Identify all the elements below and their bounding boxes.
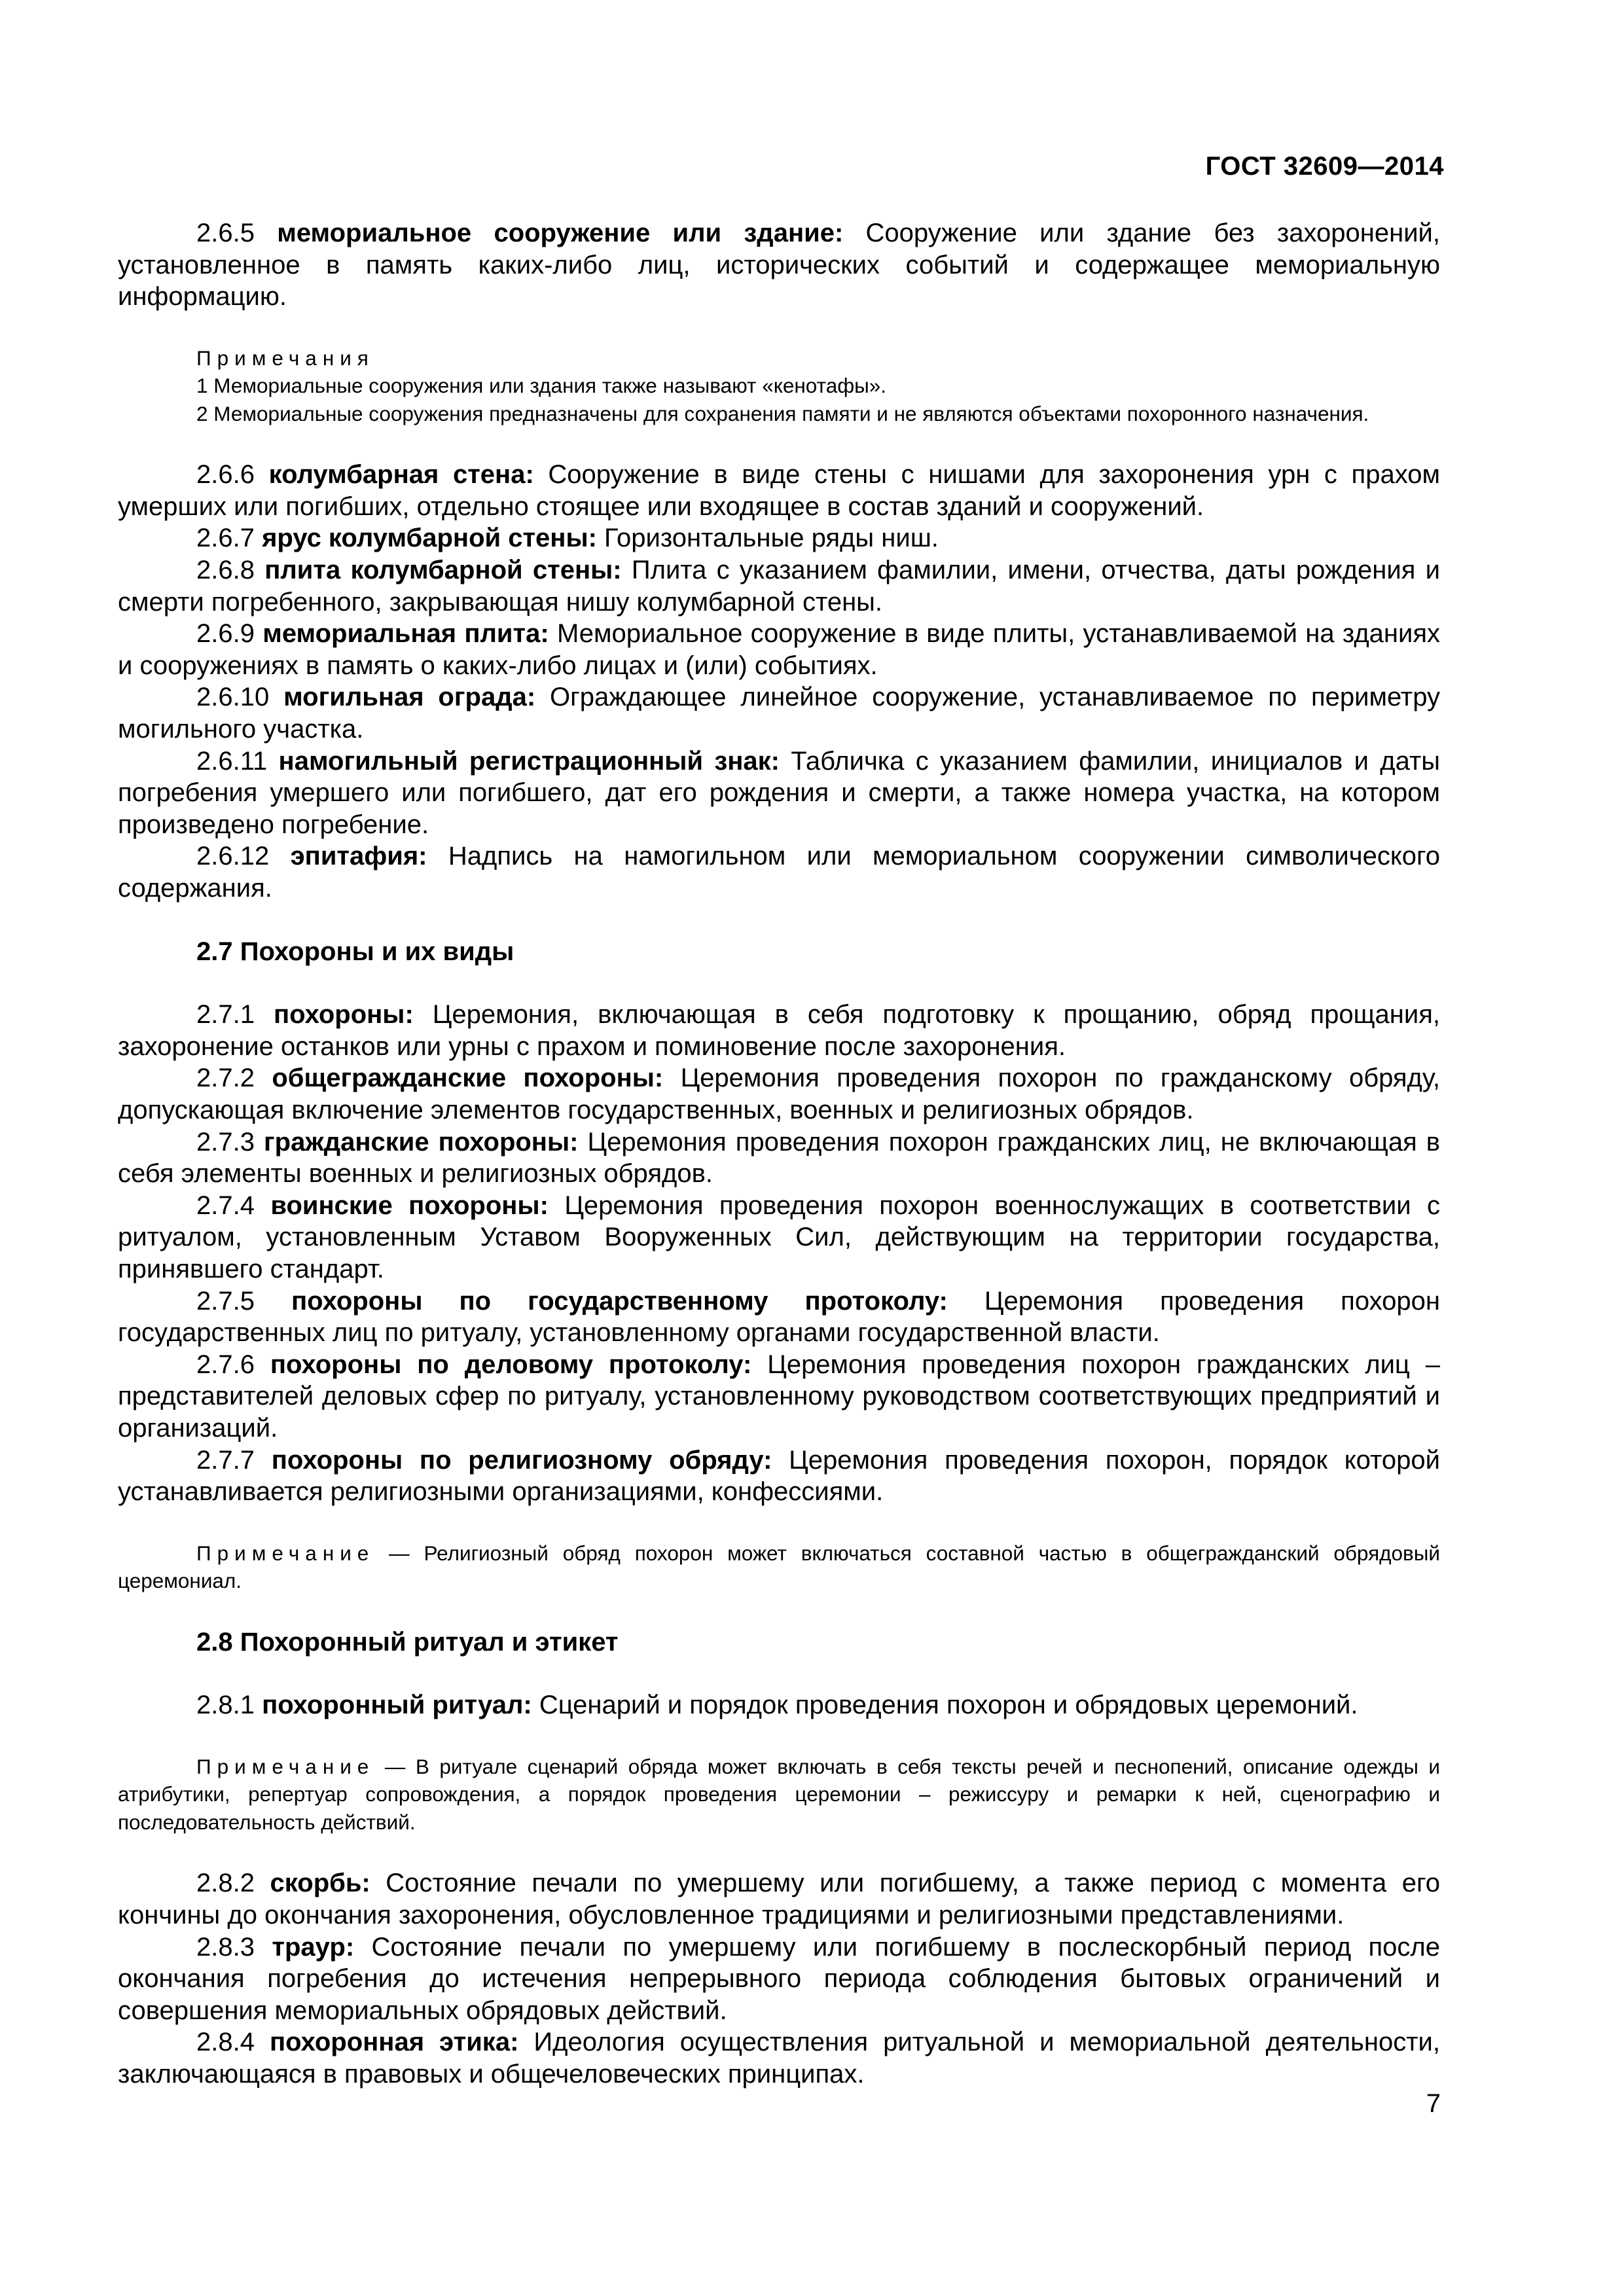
- term-name: общегражданские похороны:: [272, 1064, 664, 1093]
- term-2-6-9: [118, 618, 1440, 681]
- term-name: намогильный регистрационный знак:: [278, 746, 780, 776]
- notes-label: [118, 344, 1440, 372]
- term-name: мемориальная плита:: [262, 619, 549, 649]
- term-2-6-5: [118, 217, 1440, 313]
- term-2-7-7: [118, 1444, 1440, 1508]
- term-2-7-4: [118, 1190, 1440, 1285]
- term-2-7-2: [118, 1062, 1440, 1126]
- term-2-6-8: [118, 554, 1440, 618]
- clause-number: 2.6.9: [196, 619, 263, 649]
- clause-number: 2.6.6: [196, 460, 269, 490]
- term-name: гражданские похороны:: [264, 1127, 579, 1157]
- term-definition: Сооружение в виде стены с нишами для захоронения урн с прахом умерших или погибших, отдельно стоящее или входящее в состав зданий и сооружений.: [118, 460, 1441, 521]
- term-2-6-7: [118, 522, 1440, 554]
- term-name: похороны по государственному протоколу:: [291, 1286, 948, 1316]
- term-definition: Надпись на намогильном или мемориальном сооружении символического содержания.: [118, 842, 1441, 903]
- term-definition: Церемония проведения похорон, порядок которой устанавливается религиозными организациями, конфессиями.: [118, 1445, 1440, 1507]
- clause-number: 2.7.7: [196, 1445, 272, 1475]
- term-name: мемориальное сооружение или здание:: [277, 219, 844, 247]
- clause-number: 2.8.1: [196, 1691, 262, 1720]
- term-2-6-12: [118, 840, 1440, 904]
- term-name: скорбь:: [270, 1869, 370, 1898]
- term-definition: Горизонтальные ряды ниш.: [596, 524, 939, 553]
- clause-number: 2.8.2: [196, 1869, 270, 1898]
- term-name: похоронный ритуал:: [262, 1691, 532, 1720]
- term-definition: Сооружение или здание без захоронений, установленное в память каких-либо лиц, исторических событий и содержащее мемориальную информацию.: [118, 219, 1440, 312]
- term-definition: Табличка с указанием фамилии, инициалов и даты погребения умершего или погибшего, дат его рождения и смерти, а также номера участка, на котором произведено погребение.: [118, 746, 1441, 839]
- note-2: 2 Мемориальные сооружения предназначены для сохранения памяти и не являются объектами похоронного назначения.: [196, 401, 1369, 425]
- clause-number: 2.7.2: [196, 1064, 272, 1093]
- term-definition: Плита с указанием фамилии, имени, отчества, даты рождения и смерти погребенного, закрывающая нишу колумбарной стены.: [118, 556, 1440, 617]
- term-definition: Мемориальное сооружение в виде плиты, устанавливаемой на зданиях и сооружениях в память о каких-либо лицах и (или) событиях.: [118, 619, 1440, 680]
- term-definition: Состояние печали по умершему или погибшему в послескорбный период после окончания погребения до истечения непрерывного периода соблюдения бытовых ограничений и совершения мемориальных обрядовых действий.: [118, 1932, 1441, 2025]
- clause-number: 2.7.1: [196, 1000, 274, 1030]
- clause-number: 2.7.4: [196, 1191, 271, 1220]
- term-2-8-3: [118, 1931, 1440, 2027]
- term-name: траур:: [272, 1932, 355, 1962]
- clause-number: 2.6.7: [196, 524, 262, 553]
- note-2-7-7: [118, 1539, 1440, 1595]
- standard-designation: ГОСТ 32609—2014: [1205, 152, 1444, 181]
- term-definition: Состояние печали по умершему или погибшему, а также период с момента его кончины до окончания захоронения, обусловленное традициями и религиозными представлениями.: [118, 1869, 1441, 1929]
- note-text: — В ритуале сценарий обряда может включать в себя тексты речей и песнопений, описание одежды и атрибутики, репертуар сопровождения, а порядок проведения церемонии – режиссуру и ремарки к ней, сценографию и последовательность действий.: [118, 1754, 1440, 1834]
- note-2-8-1: [118, 1753, 1440, 1837]
- note-text: — Религиозный обряд похорон может включаться составной частью в общегражданский обрядовый церемониал.: [118, 1541, 1440, 1593]
- clause-number: 2.6.10: [196, 683, 284, 712]
- note-label: Примечание: [196, 1541, 375, 1565]
- term-name: колумбарная стена:: [268, 460, 534, 490]
- clause-number: 2.6.8: [196, 556, 265, 585]
- clause-number: 2.6.5: [196, 219, 278, 247]
- term-definition: Церемония проведения похорон по гражданскому обряду, допускающая включение элементов государственных, военных и религиозных обрядов.: [118, 1064, 1441, 1124]
- term-name: похороны по деловому протоколу:: [270, 1350, 752, 1379]
- clause-number: 2.6.11: [196, 746, 279, 776]
- clause-number: 2.7.6: [196, 1350, 270, 1379]
- term-2-7-3: [118, 1126, 1440, 1190]
- term-name: ярус колумбарной стены:: [262, 524, 597, 553]
- clause-number: 2.8.3: [196, 1932, 272, 1962]
- term-name: похоронная этика:: [269, 2028, 519, 2057]
- clause-number: 2.7.5: [196, 1286, 292, 1316]
- clause-number: 2.7.3: [196, 1127, 264, 1157]
- term-definition: Церемония проведения похорон гражданских лиц – представителей деловых сфер по ритуалу, установленному руководством соответствующих предприятий и организаций.: [118, 1350, 1441, 1443]
- clause-number: 2.8.4: [196, 2028, 270, 2057]
- note-label: Примечание: [196, 1754, 375, 1778]
- notes-heading: Примечания: [196, 346, 374, 370]
- note-1: 1 Мемориальные сооружения или здания также называют «кенотафы».: [196, 374, 887, 398]
- term-definition: Церемония проведения похорон государственных лиц по ритуалу, установленному органами государственной власти.: [118, 1286, 1441, 1348]
- term-definition: Идеология осуществления ритуальной и мемориальной деятельности, заключающаяся в правовых и общечеловеческих принципах.: [118, 2028, 1440, 2089]
- term-definition: Сценарий и порядок проведения похорон и обрядовых церемоний.: [532, 1691, 1358, 1720]
- term-2-8-4: [118, 2026, 1440, 2090]
- term-name: эпитафия:: [290, 842, 427, 871]
- term-2-7-1: [118, 999, 1440, 1062]
- term-definition: Церемония проведения похорон гражданских лиц, не включающая в себя элементы военных и религиозных обрядов.: [118, 1127, 1441, 1189]
- page-number: 7: [1426, 2089, 1441, 2118]
- section-heading-2-7: 2.7 Похороны и их виды: [196, 937, 514, 966]
- clause-number: 2.6.12: [196, 842, 291, 871]
- term-name: могильная ограда:: [283, 683, 536, 712]
- term-2-6-11: [118, 745, 1440, 841]
- term-name: плита колумбарной стены:: [264, 556, 622, 585]
- term-2-7-5: [118, 1285, 1440, 1349]
- term-2-8-1: [118, 1689, 1440, 1721]
- term-2-6-10: [118, 681, 1440, 745]
- page-content: [118, 217, 1440, 2090]
- term-definition: Церемония проведения похорон военнослужащих в соответствии с ритуалом, установленным Уставом Вооруженных Сил, действующим на территории государства, принявшего стандарт.: [118, 1191, 1441, 1283]
- term-2-7-6: [118, 1349, 1440, 1444]
- term-definition: Церемония, включающая в себя подготовку к прощанию, обряд прощания, захоронение останков или урны с прахом и поминовение после захоронения.: [118, 1000, 1441, 1061]
- term-2-8-2: [118, 1867, 1440, 1931]
- term-name: воинские похороны:: [270, 1191, 549, 1220]
- term-name: похороны:: [273, 1000, 414, 1030]
- term-name: похороны по религиозному обряду:: [271, 1445, 772, 1475]
- section-heading-2-8: 2.8 Похоронный ритуал и этикет: [196, 1627, 619, 1657]
- term-2-6-6: [118, 459, 1440, 522]
- term-definition: Ограждающее линейное сооружение, устанавливаемое по периметру могильного участка.: [118, 683, 1441, 744]
